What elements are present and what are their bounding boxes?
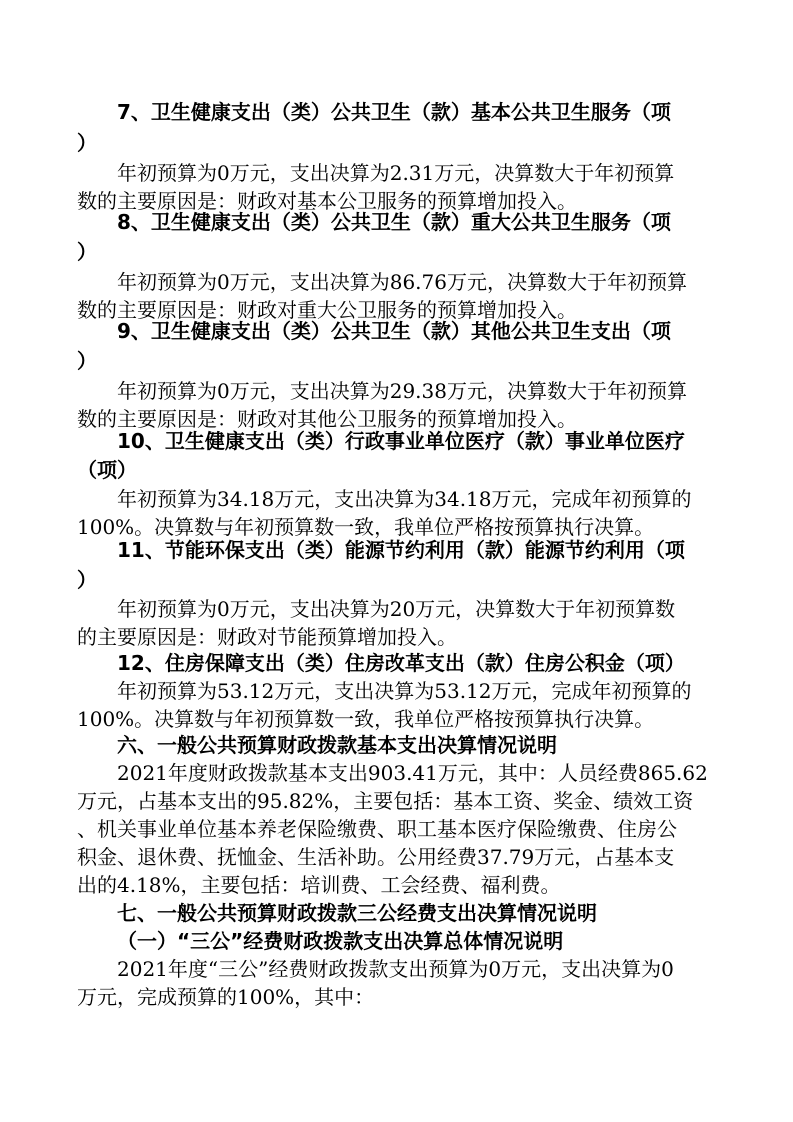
- section-6-text-line-3: 、机关事业单位基本养老保险缴费、职工基本医疗保险缴费、住房公: [77, 817, 677, 841]
- item-11-text-line-1: 年初预算为0万元，支出决算为20万元，决算数大于年初预算数: [117, 597, 676, 621]
- item-12-text-line-2: 100%。决算数与年初预算数一致，我单位严格按预算执行决算。: [77, 707, 655, 731]
- item-7-heading-line-1: 7、卫生健康支出（类）公共卫生（款）基本公共卫生服务（项: [117, 100, 671, 124]
- section-7-text-line-2: 万元，完成预算的100%，其中：: [77, 985, 375, 1009]
- section-6-text-line-4: 积金、退休费、抚恤金、生活补助。公用经费37.79万元，占基本支: [77, 845, 675, 869]
- item-11-heading-line-2: ）: [77, 568, 97, 592]
- item-9-text-line-1: 年初预算为0万元，支出决算为29.38万元，决算数大于年初预算: [117, 379, 687, 403]
- section-7-text-line-1: 2021年度“三公”经费财政拨款支出预算为0万元，支出决算为0: [117, 957, 674, 981]
- section-6-text-line-2: 万元，占基本支出的95.82%，主要包括：基本工资、奖金、绩效工资: [77, 789, 694, 813]
- item-7-text-line-1: 年初预算为0万元，支出决算为2.31万元，决算数大于年初预算: [117, 161, 675, 185]
- item-11-heading-line-1: 11、节能环保支出（类）能源节约利用（款）能源节约利用（项: [117, 538, 685, 562]
- section-7-subheading: （一）“三公”经费财政拨款支出决算总体情况说明: [117, 929, 564, 953]
- item-7-heading-line-2: ）: [77, 131, 97, 155]
- item-9-text-line-2: 数的主要原因是：财政对其他公卫服务的预算增加投入。: [77, 407, 577, 431]
- item-10-heading-line-2: （项）: [77, 458, 137, 482]
- item-8-text-line-1: 年初预算为0万元，支出决算为86.76万元，决算数大于年初预算: [117, 270, 687, 294]
- section-6-text-line-5: 出的4.18%，主要包括：培训费、工会经费、福利费。: [77, 873, 561, 897]
- item-9-heading-line-1: 9、卫生健康支出（类）公共卫生（款）其他公共卫生支出（项: [117, 319, 671, 343]
- item-10-text-line-1: 年初预算为34.18万元，支出决算为34.18万元，完成年初预算的: [117, 487, 692, 511]
- item-8-heading-line-1: 8、卫生健康支出（类）公共卫生（款）重大公共卫生服务（项: [117, 210, 671, 234]
- item-7-text-line-2: 数的主要原因是：财政对基本公卫服务的预算增加投入。: [77, 189, 577, 213]
- item-10-heading-line-1: 10、卫生健康支出（类）行政事业单位医疗（款）事业单位医疗: [117, 429, 685, 453]
- item-12-text-line-1: 年初预算为53.12万元，支出决算为53.12万元，完成年初预算的: [117, 679, 692, 703]
- section-7-heading: 七、一般公共预算财政拨款三公经费支出决算情况说明: [117, 901, 597, 925]
- section-6-heading: 六、一般公共预算财政拨款基本支出决算情况说明: [117, 733, 557, 757]
- item-12-heading: 12、住房保障支出（类）住房改革支出（款）住房公积金（项）: [117, 651, 685, 675]
- item-10-text-line-2: 100%。决算数与年初预算数一致，我单位严格按预算执行决算。: [77, 515, 655, 539]
- section-6-text-line-1: 2021年度财政拨款基本支出903.41万元，其中：人员经费865.62: [117, 761, 708, 785]
- item-8-text-line-2: 数的主要原因是：财政对重大公卫服务的预算增加投入。: [77, 298, 577, 322]
- item-11-text-line-2: 的主要原因是：财政对节能预算增加投入。: [77, 625, 457, 649]
- item-9-heading-line-2: ）: [77, 349, 97, 373]
- item-8-heading-line-2: ）: [77, 240, 97, 264]
